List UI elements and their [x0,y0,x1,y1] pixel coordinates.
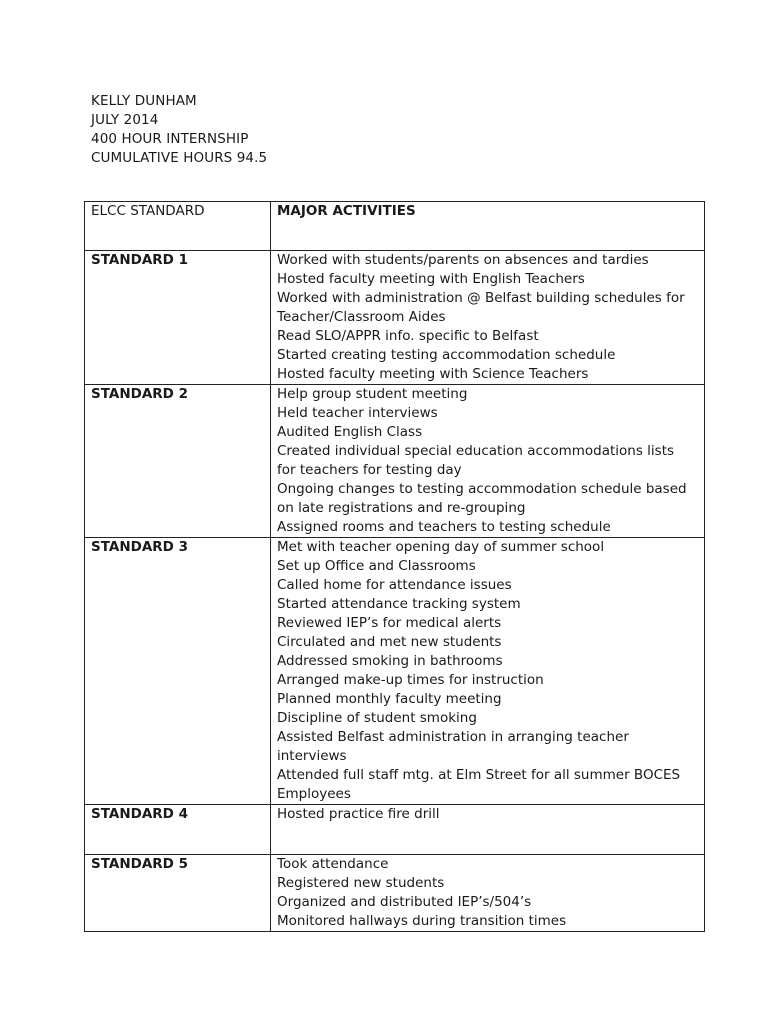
standards-table [84,201,705,932]
activity-item: Attended full staff mtg. at Elm Street for all summer BOCES [277,767,681,783]
activity-item: Hosted practice fire drill [277,806,440,822]
activity-item: Discipline of student smoking [277,710,477,726]
activity-item: Started creating testing accommodation schedule [277,347,616,363]
standard-label: STANDARD 3 [91,539,188,555]
author-name: KELLY DUNHAM [91,93,197,109]
activity-item: interviews [277,748,347,764]
standard-cell [85,538,271,805]
standard-label: STANDARD 2 [91,386,188,402]
standard-label: STANDARD 5 [91,856,188,872]
activity-item: Created individual special education accommodations lists [277,443,675,459]
table-row [85,251,705,385]
activity-item: Called home for attendance issues [277,577,512,593]
activity-item: Organized and distributed IEP’s/504’s [277,894,532,910]
activity-item: Took attendance [277,856,389,872]
activity-item: Arranged make-up times for instruction [277,672,544,688]
activity-item: Addressed smoking in bathrooms [277,653,503,669]
standard-label: STANDARD 4 [91,806,188,822]
activity-item: Met with teacher opening day of summer school [277,539,605,555]
activity-item: Assigned rooms and teachers to testing schedule [277,519,611,535]
table-row [85,538,705,805]
document-header [91,92,267,168]
activity-item: Registered new students [277,875,445,891]
table-header-row [85,202,705,251]
table-row [85,805,705,855]
column-header-standard [85,202,271,251]
column-header-activities-label: MAJOR ACTIVITIES [277,203,416,219]
standard-cell [85,855,271,932]
program-title: 400 HOUR INTERNSHIP [91,131,249,147]
activities-cell [271,855,705,932]
standard-cell [85,805,271,855]
standard-cell [85,251,271,385]
activity-item: Employees [277,786,351,802]
table-row [85,855,705,932]
report-date: JULY 2014 [91,112,159,128]
activity-item: Monitored hallways during transition times [277,913,567,929]
activity-item: Help group student meeting [277,386,468,402]
activity-item: Started attendance tracking system [277,596,521,612]
activity-item: Worked with administration @ Belfast building schedules for [277,290,685,306]
activities-cell [271,385,705,538]
activities-cell [271,251,705,385]
standard-cell [85,385,271,538]
activities-cell [271,538,705,805]
column-header-activities [271,202,705,251]
activity-item: Circulated and met new students [277,634,502,650]
activity-item: Reviewed IEP’s for medical alerts [277,615,502,631]
activity-item: for teachers for testing day [277,462,462,478]
table-row [85,385,705,538]
activity-item: Hosted faculty meeting with English Teachers [277,271,585,287]
standard-label: STANDARD 1 [91,252,188,268]
activity-item: Assisted Belfast administration in arranging teacher [277,729,629,745]
activity-item: Ongoing changes to testing accommodation schedule based [277,481,687,497]
cumulative-hours: CUMULATIVE HOURS 94.5 [91,150,268,166]
activity-item: Hosted faculty meeting with Science Teachers [277,366,589,382]
activity-item: Audited English Class [277,424,423,440]
activities-cell [271,805,705,855]
activity-item: Set up Office and Classrooms [277,558,476,574]
activity-item: Held teacher interviews [277,405,438,421]
activity-item: Planned monthly faculty meeting [277,691,502,707]
activity-item: Teacher/Classroom Aides [277,309,446,325]
activity-item: Read SLO/APPR info. specific to Belfast [277,328,539,344]
column-header-standard-label: ELCC STANDARD [91,203,205,219]
activity-item: on late registrations and re-grouping [277,500,526,516]
activity-item: Worked with students/parents on absences and tardies [277,252,649,268]
